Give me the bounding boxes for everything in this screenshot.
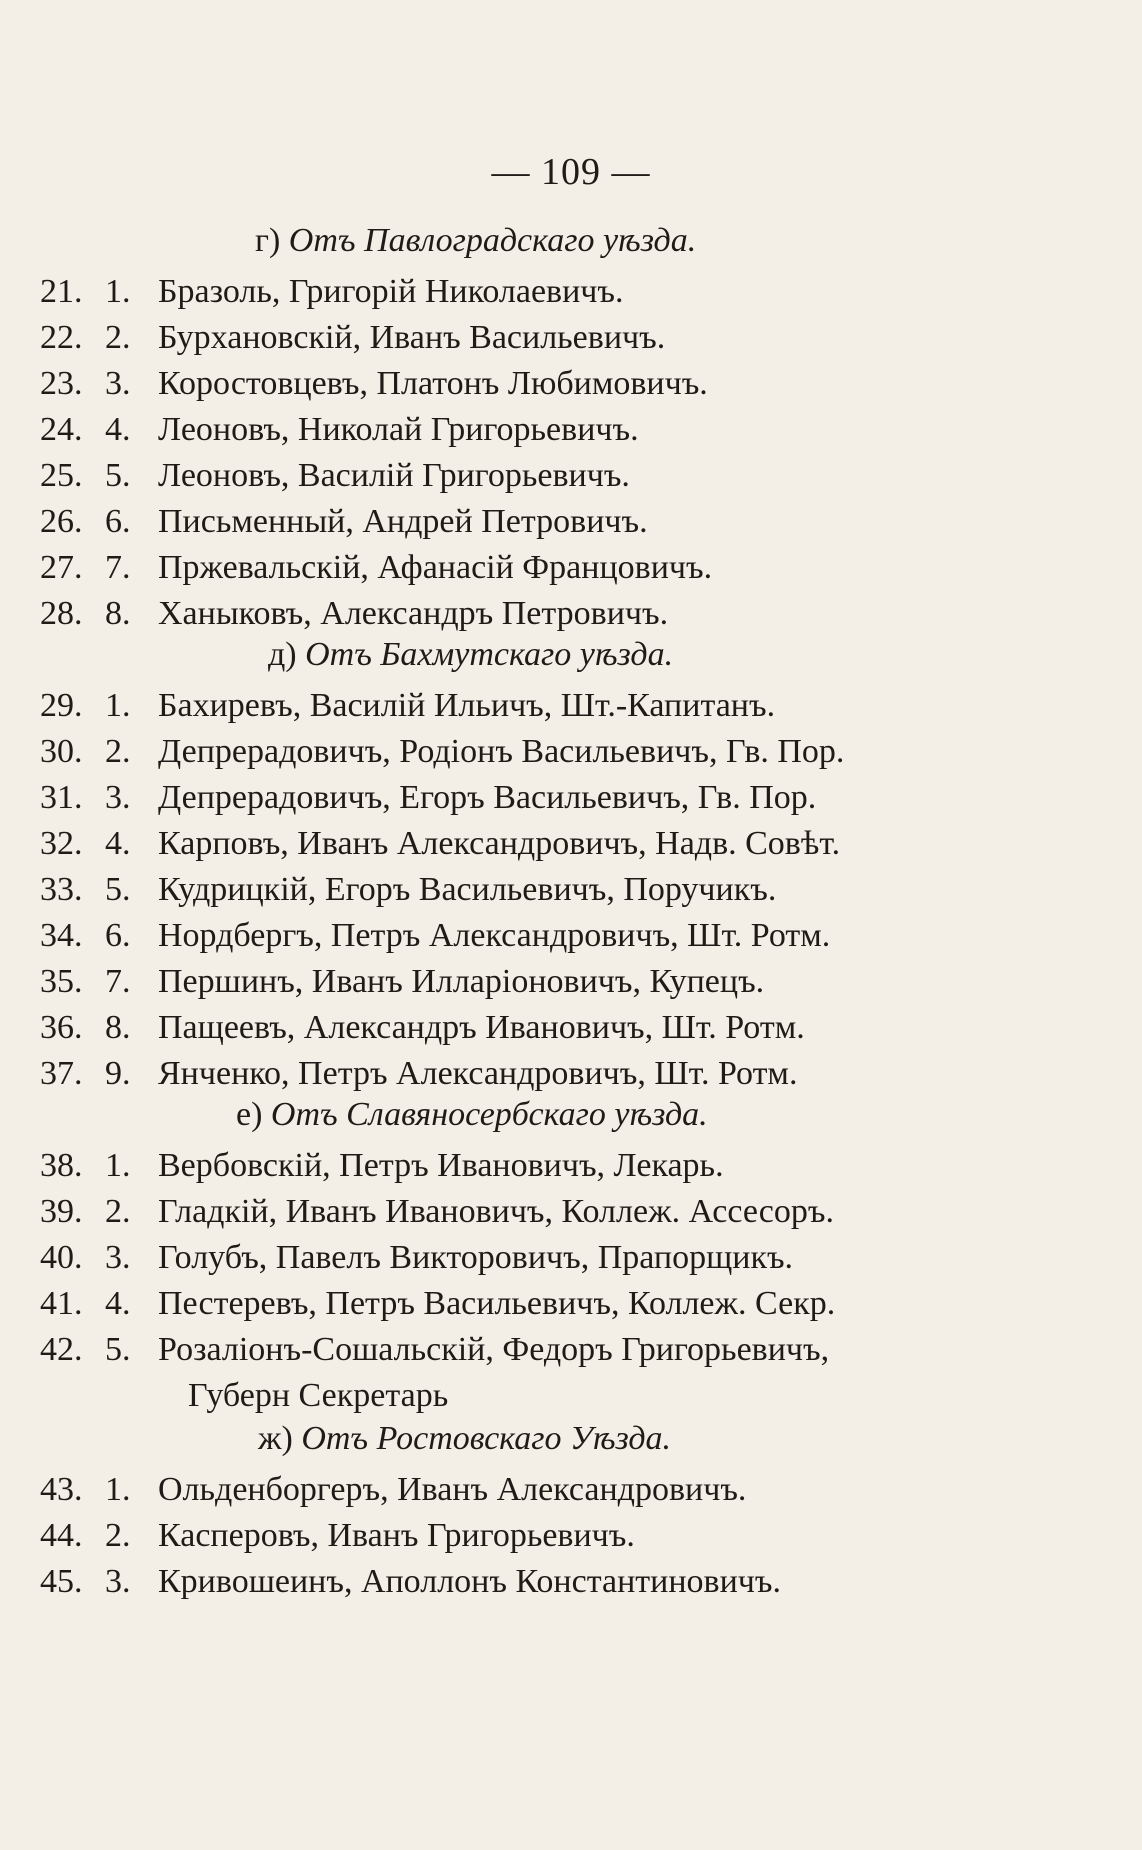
list-item [0, 500, 1142, 544]
entry-text: Нордбергъ, Петръ Александровичъ, Шт. Ротм. [158, 917, 831, 954]
section-heading-e [236, 1096, 1142, 1134]
list-item [0, 822, 1142, 866]
list-item [0, 1190, 1142, 1234]
entry-subnumber: 2. [105, 733, 131, 770]
entry-number: 31. [40, 779, 83, 816]
entry-number: 21. [40, 273, 83, 310]
entry-text: Леоновъ, Василій Григорьевичъ. [158, 457, 630, 494]
section-title: Отъ Ростовскаго Уѣзда. [301, 1420, 672, 1457]
entry-subnumber: 7. [105, 963, 131, 1000]
entry-subnumber: 6. [105, 503, 131, 540]
entry-number: 41. [40, 1285, 83, 1322]
entry-text: Ханыковъ, Александръ Петровичъ. [158, 595, 669, 632]
section-heading-d [268, 636, 1142, 674]
page-number: — 109 — [491, 151, 651, 193]
list-item [0, 546, 1142, 590]
entry-number: 38. [40, 1147, 83, 1184]
entry-subnumber: 8. [105, 595, 131, 632]
entry-text: Вербовскій, Петръ Ивановичъ, Лекарь. [158, 1147, 724, 1184]
entry-text: Пащеевъ, Александръ Ивановичъ, Шт. Ротм. [158, 1009, 805, 1046]
entry-number: 28. [40, 595, 83, 632]
entry-text: Карповъ, Иванъ Александровичъ, Надв. Совѣт. [158, 825, 841, 862]
entry-subnumber: 4. [105, 411, 131, 448]
entry-subnumber: 9. [105, 1055, 131, 1092]
entry-subnumber: 2. [105, 1193, 131, 1230]
list-item [0, 1282, 1142, 1326]
list-item [0, 1514, 1142, 1558]
entry-text: Депрерадовичъ, Егоръ Васильевичъ, Гв. Пор. [158, 779, 817, 816]
list-item [0, 1560, 1142, 1604]
entry-subnumber: 1. [105, 1471, 131, 1508]
list-item [0, 914, 1142, 958]
entry-number: 27. [40, 549, 83, 586]
entry-text: Кривошеинъ, Аполлонъ Константиновичъ. [158, 1563, 781, 1600]
entry-subnumber: 5. [105, 1331, 131, 1368]
entry-number: 26. [40, 503, 83, 540]
entry-text: Голубъ, Павелъ Викторовичъ, Прапорщикъ. [158, 1239, 794, 1276]
section-heading-g [255, 222, 1142, 260]
list-item [0, 362, 1142, 406]
entry-number: 37. [40, 1055, 83, 1092]
entry-number: 43. [40, 1471, 83, 1508]
entry-text: Письменный, Андрей Петровичъ. [158, 503, 648, 540]
entry-subnumber: 3. [105, 779, 131, 816]
list-item [0, 454, 1142, 498]
section-letter: г) [255, 222, 281, 259]
entry-number: 29. [40, 687, 83, 724]
entry-text: Депрерадовичъ, Родіонъ Васильевичъ, Гв. Пор. [158, 733, 845, 770]
entry-number: 23. [40, 365, 83, 402]
entry-subnumber: 3. [105, 1563, 131, 1600]
entry-number: 22. [40, 319, 83, 356]
entry-subnumber: 1. [105, 273, 131, 310]
entry-number: 44. [40, 1517, 83, 1554]
entry-text: Першинъ, Иванъ Илларіоновичъ, Купецъ. [158, 963, 765, 1000]
section-title: Отъ Павлоградскаго уѣзда. [288, 222, 697, 259]
entry-number: 35. [40, 963, 83, 1000]
entry-subnumber: 6. [105, 917, 131, 954]
entry-subnumber: 8. [105, 1009, 131, 1046]
section-letter: ж) [258, 1420, 293, 1457]
list-item [0, 960, 1142, 1004]
entry-number: 32. [40, 825, 83, 862]
entry-text: Касперовъ, Иванъ Григорьевичъ. [158, 1517, 635, 1554]
entry-subnumber: 5. [105, 871, 131, 908]
section-title: Отъ Славяносербскаго уѣзда. [270, 1096, 708, 1133]
list-item [0, 684, 1142, 728]
entry-text: Бразоль, Григорій Николаевичъ. [158, 273, 624, 310]
entry-text: Пржевальскій, Афанасій Францовичъ. [158, 549, 713, 586]
entry-subnumber: 1. [105, 1147, 131, 1184]
list-item [0, 270, 1142, 314]
entry-subnumber: 4. [105, 825, 131, 862]
list-item [0, 730, 1142, 774]
section-heading-zh [258, 1420, 1142, 1458]
entry-text: Коростовцевъ, Платонъ Любимовичъ. [158, 365, 708, 402]
entry-number: 45. [40, 1563, 83, 1600]
entry-number: 30. [40, 733, 83, 770]
list-item [0, 776, 1142, 820]
entry-subnumber: 2. [105, 319, 131, 356]
entry-subnumber: 3. [105, 1239, 131, 1276]
entry-number: 39. [40, 1193, 83, 1230]
entry-text: Ольденборгеръ, Иванъ Александровичъ. [158, 1471, 747, 1508]
entry-subnumber: 1. [105, 687, 131, 724]
entry-subnumber: 3. [105, 365, 131, 402]
entry-number: 34. [40, 917, 83, 954]
entry-text: Леоновъ, Николай Григорьевичъ. [158, 411, 639, 448]
entry-number: 25. [40, 457, 83, 494]
list-item [0, 1468, 1142, 1512]
list-item [0, 868, 1142, 912]
entry-text: Кудрицкій, Егоръ Васильевичъ, Поручикъ. [158, 871, 777, 908]
list-item [0, 408, 1142, 452]
entry-number: 33. [40, 871, 83, 908]
entry-subnumber: 4. [105, 1285, 131, 1322]
list-item [0, 1328, 1142, 1372]
entry-text: Бурхановскій, Иванъ Васильевичъ. [158, 319, 666, 356]
entry-number: 24. [40, 411, 83, 448]
entry-number: 42. [40, 1331, 83, 1368]
entry-number: 40. [40, 1239, 83, 1276]
entry-text: Розаліонъ-Сошальскій, Федоръ Григорьевичъ, [158, 1331, 830, 1368]
entry-text: Бахиревъ, Василій Ильичъ, Шт.-Капитанъ. [158, 687, 776, 724]
entry-text: Янченко, Петръ Александровичъ, Шт. Ротм. [158, 1055, 798, 1092]
list-item [0, 316, 1142, 360]
list-item [0, 1144, 1142, 1188]
entry-subnumber: 7. [105, 549, 131, 586]
entry-subnumber: 5. [105, 457, 131, 494]
section-title: Отъ Бахмутскаго уѣзда. [305, 636, 674, 673]
entry-number: 36. [40, 1009, 83, 1046]
entry-subnumber: 2. [105, 1517, 131, 1554]
section-letter: д) [268, 636, 297, 673]
entry-text: Пестеревъ, Петръ Васильевичъ, Коллеж. Секр. [158, 1285, 836, 1322]
list-item [0, 1006, 1142, 1050]
list-item [0, 592, 1142, 636]
entry-text: Гладкій, Иванъ Ивановичъ, Коллеж. Ассесоръ. [158, 1193, 834, 1230]
entry-continuation: Губерн Секретарь [188, 1377, 449, 1414]
list-item [0, 1236, 1142, 1280]
list-item [0, 1052, 1142, 1096]
section-letter: е) [236, 1096, 263, 1133]
